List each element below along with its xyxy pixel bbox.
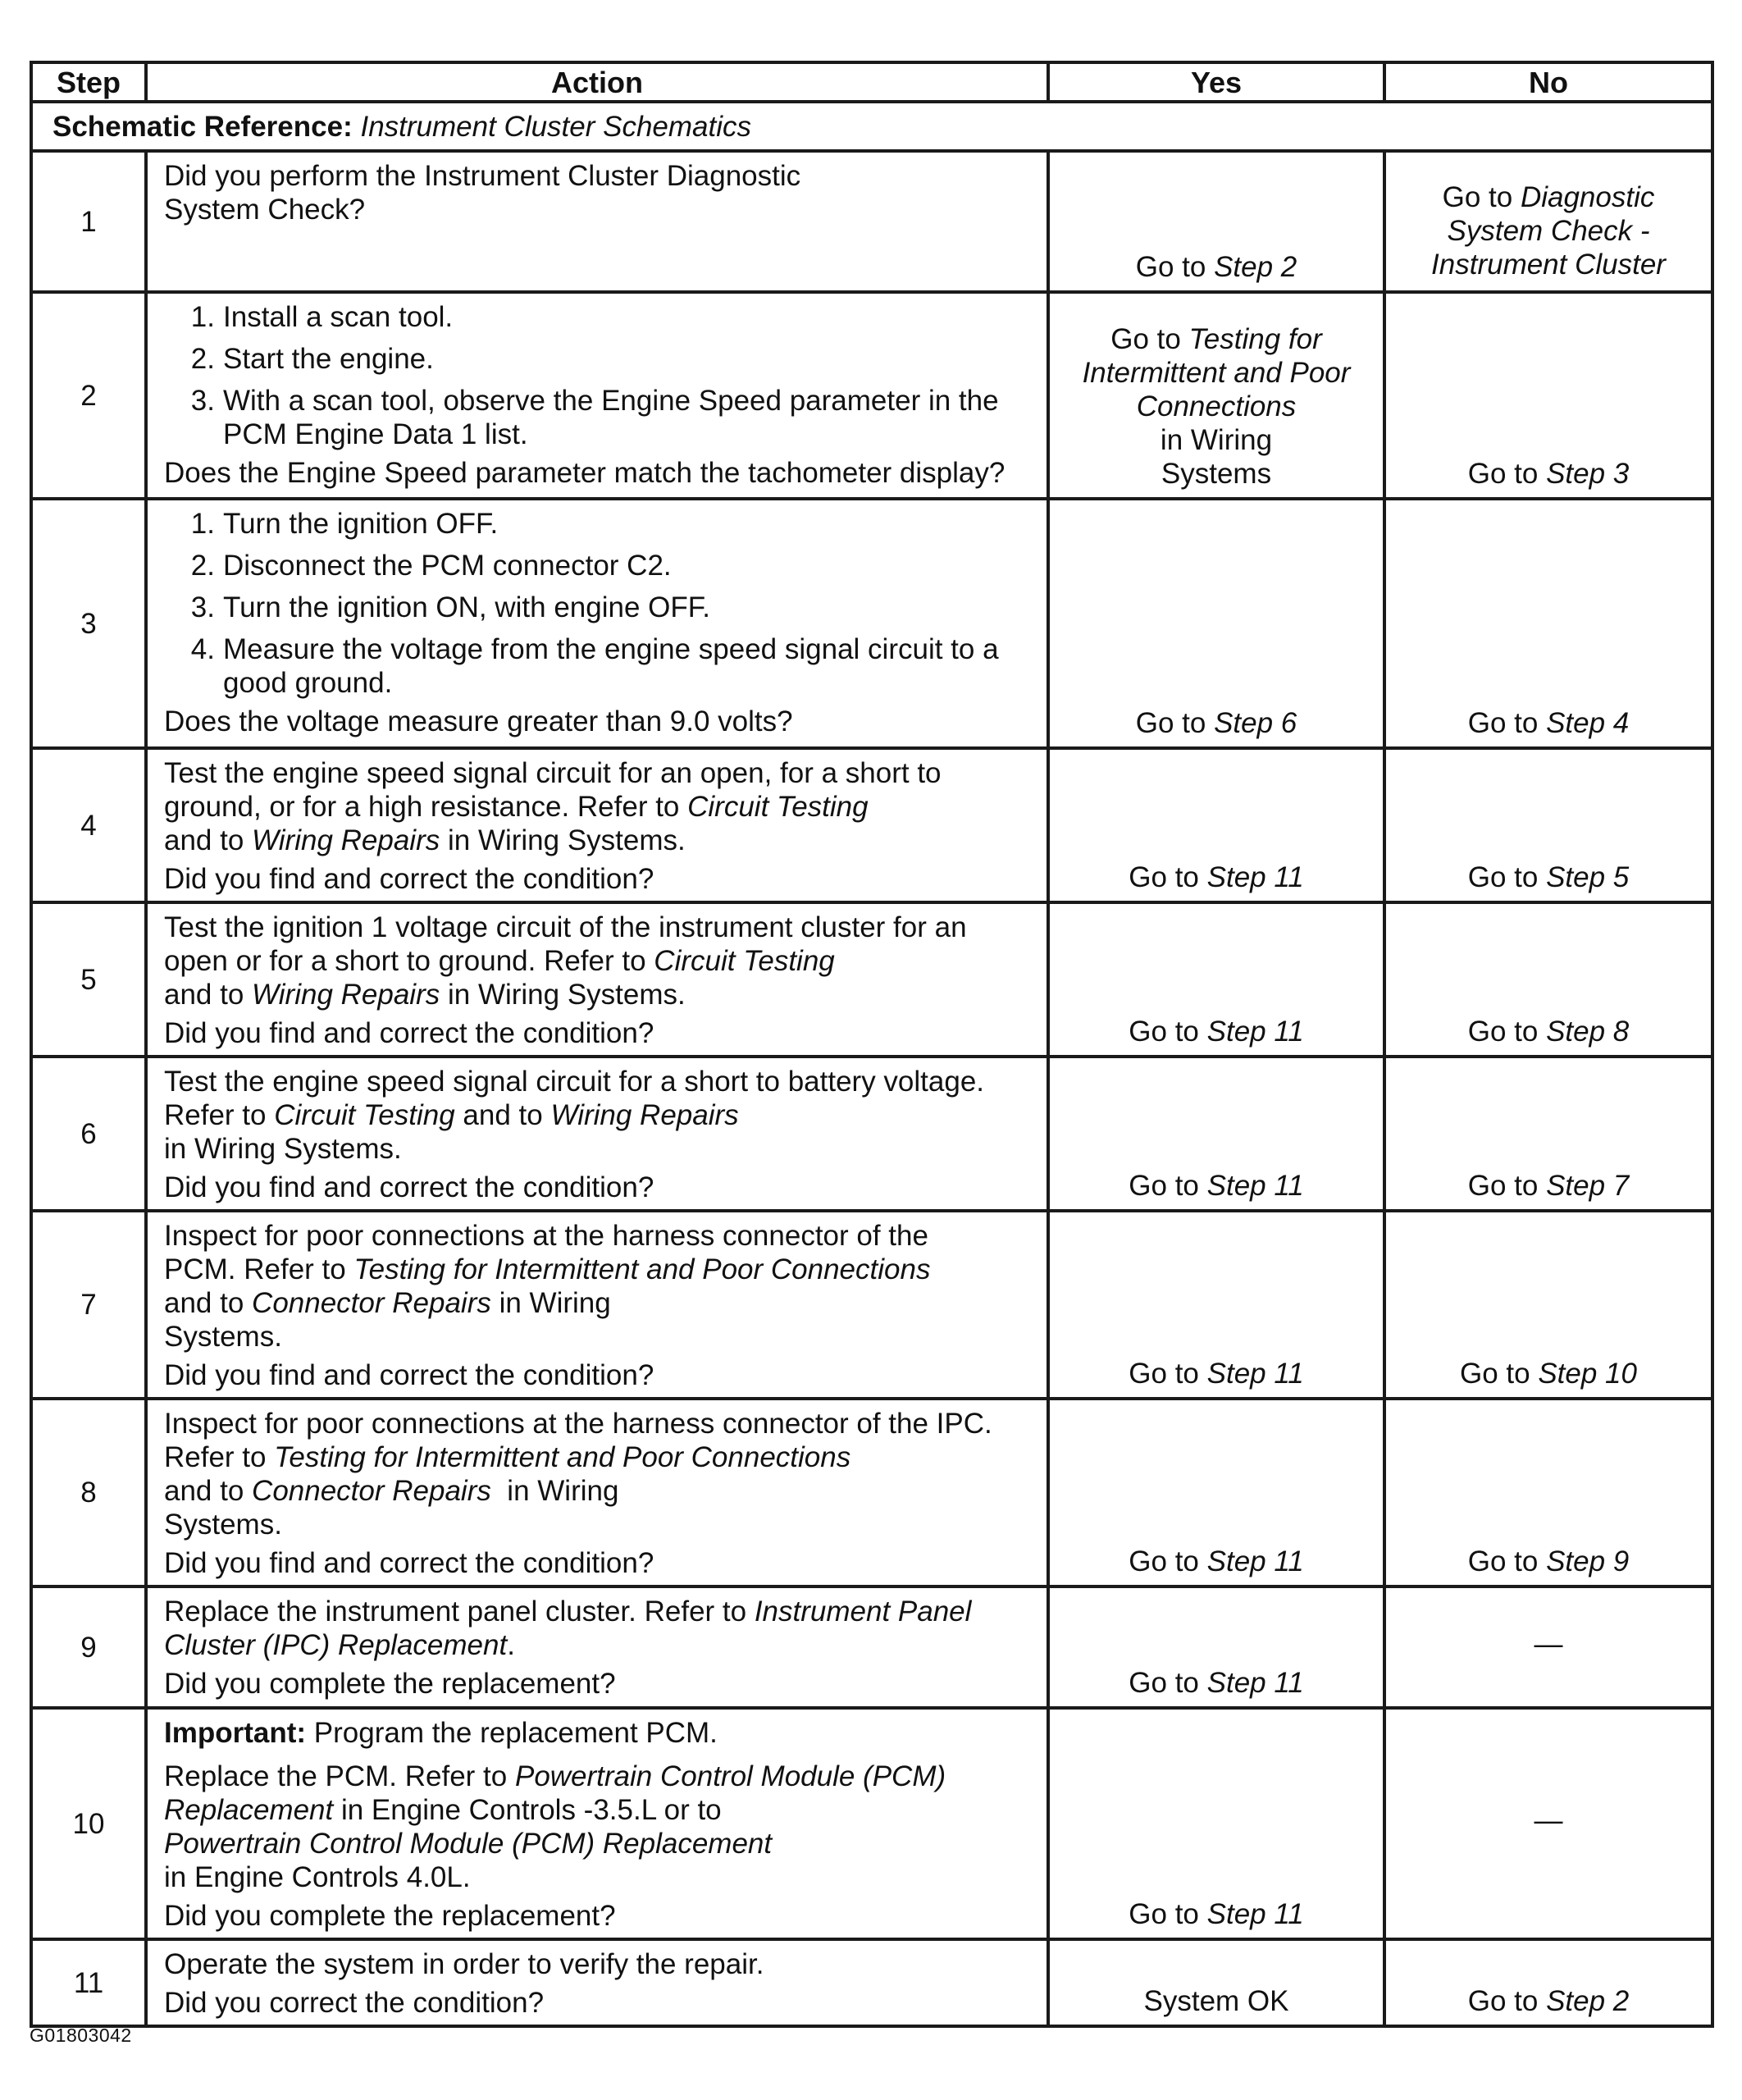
step-action (146, 1939, 1048, 2026)
yes-reference: Step 11 (1206, 1898, 1304, 1930)
diagnostic-table-document (30, 61, 1711, 2028)
important-text: Program the replacement PCM. (306, 1717, 718, 1749)
action-text: and to (164, 824, 253, 856)
no-reference: Step 8 (1546, 1016, 1630, 1048)
step-number: 4 (31, 748, 146, 902)
yes-reference: Step 11 (1206, 1545, 1304, 1577)
action-reference: Testing for Intermittent and Poor Connections (274, 1441, 851, 1473)
header-step: Step (31, 62, 146, 102)
no-dash: — (1534, 1628, 1563, 1660)
step-question: Did you correct the condition? (164, 1987, 545, 2019)
list-number: 2. (190, 343, 215, 375)
yes-cell (1048, 151, 1384, 292)
list-text: Disconnect the PCM connector C2. (223, 550, 672, 582)
action-line: Inspect for poor connections at the harness connector of the IPC. (164, 1408, 992, 1440)
yes-reference: Step 11 (1206, 1667, 1304, 1699)
no-dash: — (1534, 1804, 1563, 1837)
yes-prefix: Go to (1135, 707, 1215, 739)
action-text: ground, or for a high resistance. Refer to (164, 791, 688, 823)
no-reference: Diagnostic (1520, 180, 1655, 213)
step-action (146, 1399, 1048, 1586)
yes-reference: Step 11 (1206, 1358, 1304, 1390)
action-reference: Instrument Panel (754, 1596, 972, 1628)
action-line: in Wiring Systems. (164, 1133, 402, 1165)
action-reference: Replacement (164, 1794, 334, 1826)
step-number: 2 (31, 292, 146, 499)
action-line (164, 1098, 1035, 1132)
yes-reference: Testing for (1188, 323, 1322, 355)
header-no: No (1384, 62, 1712, 102)
step-number: 3 (31, 499, 146, 748)
action-line (164, 944, 1035, 978)
step-number: 6 (31, 1057, 146, 1211)
table-row (31, 499, 1712, 748)
no-cell (1384, 748, 1712, 902)
header-yes: Yes (1048, 62, 1384, 102)
action-text: and to (164, 1287, 253, 1319)
step-action (146, 748, 1048, 902)
yes-reference: Intermittent and Poor (1082, 357, 1351, 389)
yes-reference: Step 2 (1214, 251, 1297, 283)
action-text: in Wiring (490, 1287, 611, 1319)
list-number: 3. (190, 385, 215, 417)
step-action (146, 151, 1048, 292)
step-question: Did you complete the replacement? (164, 1900, 616, 1932)
step-action (146, 1708, 1048, 1939)
action-text: . (507, 1629, 515, 1661)
action-line (164, 1760, 1035, 1793)
no-cell (1384, 902, 1712, 1057)
list-number: 4. (190, 633, 215, 665)
action-reference: Cluster (IPC) Replacement (164, 1629, 508, 1661)
yes-suffix: in Wiring (1160, 424, 1273, 456)
yes-prefix: Go to (1129, 861, 1207, 893)
table-row (31, 1586, 1712, 1708)
action-reference: Testing for Intermittent and Poor Connections (353, 1253, 931, 1285)
yes-cell (1048, 292, 1384, 499)
yes-reference: Step 11 (1206, 1016, 1304, 1048)
schematic-reference-label: Schematic Reference: (52, 110, 353, 143)
action-line: Test the engine speed signal circuit for a short to battery voltage. (164, 1066, 985, 1098)
header-action: Action (146, 62, 1048, 102)
yes-cell (1048, 1399, 1384, 1586)
step-number: 11 (31, 1939, 146, 2026)
action-text: PCM. Refer to (164, 1253, 354, 1285)
list-number: 1. (190, 508, 215, 540)
no-reference: Step 10 (1538, 1358, 1637, 1390)
yes-cell (1048, 499, 1384, 748)
list-number: 1. (190, 301, 215, 333)
no-prefix: Go to (1467, 1016, 1547, 1048)
schematic-reference-link: Instrument Cluster Schematics (360, 110, 752, 143)
action-line (164, 978, 1035, 1011)
step-number: 5 (31, 902, 146, 1057)
list-item (164, 591, 1035, 624)
action-text: Refer to (164, 1099, 275, 1131)
action-line: Did you perform the Instrument Cluster Diagnostic (164, 160, 801, 192)
no-prefix: Go to (1467, 1170, 1547, 1202)
action-text: and to (164, 979, 253, 1011)
yes-prefix: Go to (1129, 1358, 1207, 1390)
list-text: Install a scan tool. (223, 301, 454, 333)
figure-code: G01803042 (30, 2025, 132, 2046)
action-reference: Powertrain Control Module (PCM) (514, 1760, 946, 1792)
step-action (146, 1057, 1048, 1211)
list-item (164, 300, 1035, 334)
no-reference: Step 2 (1546, 1985, 1630, 2017)
list-text: Measure the voltage from the engine speed signal circuit to a good ground. (223, 633, 999, 699)
no-reference: System Check - (1447, 214, 1650, 247)
yes-reference: Step 6 (1214, 707, 1297, 739)
step-action (146, 902, 1048, 1057)
action-line: Systems. (164, 1321, 282, 1353)
step-question: Does the voltage measure greater than 9.0 volts? (164, 705, 793, 737)
action-line (164, 1827, 1035, 1860)
action-reference: Wiring Repairs (252, 824, 440, 856)
instruction-list (164, 300, 1035, 451)
no-reference: Instrument Cluster (1431, 248, 1666, 281)
step-question: Did you complete the replacement? (164, 1668, 616, 1700)
action-text: in Wiring (490, 1475, 619, 1507)
no-cell (1384, 292, 1712, 499)
yes-prefix: Go to (1129, 1545, 1207, 1577)
list-item (164, 342, 1035, 376)
list-number: 2. (190, 550, 215, 582)
list-item (164, 384, 1035, 451)
step-action (146, 499, 1048, 748)
action-reference: Circuit Testing (274, 1099, 455, 1131)
yes-reference: Connections (1136, 390, 1297, 422)
no-prefix: Go to (1442, 180, 1521, 213)
step-question: Did you find and correct the condition? (164, 1017, 654, 1049)
step-number: 10 (31, 1708, 146, 1939)
yes-cell (1048, 1057, 1384, 1211)
yes-prefix: Go to (1110, 323, 1189, 355)
no-reference: Step 7 (1546, 1170, 1630, 1202)
yes-prefix: Go to (1129, 1170, 1207, 1202)
table-row (31, 1939, 1712, 2026)
yes-reference: Step 11 (1206, 861, 1304, 893)
table-row (31, 1057, 1712, 1211)
no-prefix: Go to (1467, 861, 1547, 893)
step-number: 9 (31, 1586, 146, 1708)
important-note (164, 1716, 1035, 1750)
no-cell (1384, 1057, 1712, 1211)
action-line (164, 1474, 1035, 1508)
list-number: 3. (190, 591, 215, 623)
yes-cell (1048, 1708, 1384, 1939)
step-question: Did you find and correct the condition? (164, 1547, 654, 1579)
action-line (164, 790, 1035, 824)
no-cell (1384, 499, 1712, 748)
step-question: Did you find and correct the condition? (164, 1359, 654, 1391)
list-text: With a scan tool, observe the Engine Speed parameter in the PCM Engine Data 1 list. (223, 385, 999, 450)
table-header-row (31, 62, 1712, 102)
yes-prefix: Go to (1129, 1898, 1207, 1930)
no-prefix: Go to (1460, 1358, 1539, 1390)
yes-cell (1048, 902, 1384, 1057)
action-reference: Connector Repairs (252, 1287, 491, 1319)
instruction-list (164, 507, 1035, 700)
action-reference: Connector Repairs (252, 1475, 491, 1507)
action-line (164, 1253, 1035, 1286)
step-action (146, 1586, 1048, 1708)
yes-prefix: Go to (1129, 1667, 1207, 1699)
yes-cell (1048, 748, 1384, 902)
table-row (31, 1399, 1712, 1586)
no-prefix: Go to (1467, 707, 1547, 739)
list-item (164, 632, 1035, 700)
yes-text: System OK (1143, 1985, 1289, 2017)
action-reference: Powertrain Control Module (PCM) Replacement (164, 1828, 773, 1860)
action-line (164, 1595, 1035, 1628)
action-line: Test the ignition 1 voltage circuit of the instrument cluster for an (164, 911, 967, 943)
no-reference: Step 3 (1546, 458, 1630, 490)
step-question: Does the Engine Speed parameter match the tachometer display? (164, 457, 1006, 489)
action-text: in Engine Controls -3.5.L or to (333, 1794, 722, 1826)
list-item (164, 507, 1035, 541)
action-line: Operate the system in order to verify the repair. (164, 1948, 764, 1980)
yes-cell (1048, 1939, 1384, 2026)
table-row (31, 1211, 1712, 1399)
no-cell (1384, 1211, 1712, 1399)
action-line (164, 824, 1035, 857)
no-cell (1384, 1399, 1712, 1586)
action-text: Replace the instrument panel cluster. Refer to (164, 1596, 755, 1628)
schematic-reference-row (31, 102, 1712, 151)
step-action (146, 1211, 1048, 1399)
no-cell (1384, 151, 1712, 292)
action-line: Systems. (164, 1509, 282, 1541)
list-item (164, 549, 1035, 582)
action-line: Inspect for poor connections at the harness connector of the (164, 1220, 928, 1252)
action-text: open or for a short to ground. Refer to (164, 945, 654, 977)
table-row (31, 151, 1712, 292)
yes-prefix: Go to (1129, 1016, 1207, 1048)
action-text: Replace the PCM. Refer to (164, 1760, 515, 1792)
step-number: 7 (31, 1211, 146, 1399)
action-text: in Wiring Systems. (440, 824, 686, 856)
list-text: Start the engine. (223, 343, 434, 375)
table-row (31, 1708, 1712, 1939)
schematic-reference (31, 102, 1712, 151)
action-line (164, 1440, 1035, 1474)
action-line (164, 1628, 1035, 1662)
important-label: Important: (164, 1717, 307, 1749)
action-line: Test the engine speed signal circuit for an open, for a short to (164, 757, 942, 789)
no-cell (1384, 1586, 1712, 1708)
step-number: 1 (31, 151, 146, 292)
no-reference: Step 9 (1546, 1545, 1630, 1577)
action-reference: Circuit Testing (687, 791, 869, 823)
no-reference: Step 5 (1546, 861, 1630, 893)
yes-prefix: Go to (1135, 251, 1215, 283)
step-question: Did you find and correct the condition? (164, 1171, 654, 1203)
diagnostic-table (30, 61, 1714, 2028)
table-row (31, 292, 1712, 499)
action-text: and to (454, 1099, 551, 1131)
yes-reference: Step 11 (1206, 1170, 1304, 1202)
no-prefix: Go to (1467, 458, 1547, 490)
step-number: 8 (31, 1399, 146, 1586)
yes-cell (1048, 1211, 1384, 1399)
yes-cell (1048, 1586, 1384, 1708)
action-text: Refer to (164, 1441, 275, 1473)
action-line (164, 1793, 1035, 1827)
step-question: Did you find and correct the condition? (164, 863, 654, 895)
action-line (164, 1286, 1035, 1320)
list-text: Turn the ignition ON, with engine OFF. (223, 591, 710, 623)
action-reference: Wiring Repairs (550, 1099, 739, 1131)
no-prefix: Go to (1467, 1985, 1547, 2017)
action-text: and to (164, 1475, 253, 1507)
action-reference: Wiring Repairs (252, 979, 440, 1011)
no-cell (1384, 1939, 1712, 2026)
yes-suffix: Systems (1161, 458, 1272, 490)
step-action (146, 292, 1048, 499)
action-text: in Wiring Systems. (440, 979, 686, 1011)
table-row (31, 748, 1712, 902)
action-reference: Circuit Testing (654, 945, 835, 977)
no-cell (1384, 1708, 1712, 1939)
action-line: System Check? (164, 194, 366, 226)
list-text: Turn the ignition OFF. (223, 508, 499, 540)
no-reference: Step 4 (1546, 707, 1630, 739)
action-line: in Engine Controls 4.0L. (164, 1861, 471, 1893)
no-prefix: Go to (1467, 1545, 1547, 1577)
table-row (31, 902, 1712, 1057)
